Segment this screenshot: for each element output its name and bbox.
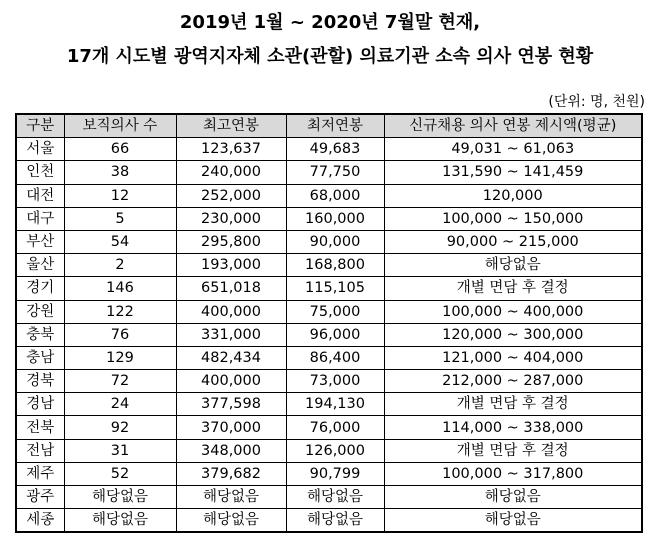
cell-new-hire-salary: 120,000 bbox=[384, 184, 642, 207]
cell-max-salary: 331,000 bbox=[176, 323, 286, 346]
header-row bbox=[16, 114, 642, 138]
header-new-hire-salary: 신규채용 의사 연봉 제시액(평균) bbox=[384, 114, 642, 138]
cell-doctor-count: 38 bbox=[64, 161, 176, 184]
cell-new-hire-salary: 개별 면담 후 결정 bbox=[384, 439, 642, 462]
cell-new-hire-salary: 개별 면담 후 결정 bbox=[384, 393, 642, 416]
cell-new-hire-salary: 49,031 ~ 61,063 bbox=[384, 138, 642, 161]
cell-max-salary: 252,000 bbox=[176, 184, 286, 207]
table-row bbox=[16, 486, 642, 509]
cell-max-salary: 400,000 bbox=[176, 370, 286, 393]
cell-max-salary: 295,800 bbox=[176, 230, 286, 253]
cell-region: 세종 bbox=[16, 509, 64, 533]
cell-region: 전남 bbox=[16, 439, 64, 462]
cell-max-salary: 400,000 bbox=[176, 300, 286, 323]
cell-max-salary: 348,000 bbox=[176, 439, 286, 462]
cell-region: 제주 bbox=[16, 462, 64, 485]
cell-max-salary: 123,637 bbox=[176, 138, 286, 161]
table-row bbox=[16, 161, 642, 184]
cell-new-hire-salary: 90,000 ~ 215,000 bbox=[384, 230, 642, 253]
table-row bbox=[16, 439, 642, 462]
cell-region: 충북 bbox=[16, 323, 64, 346]
cell-region: 대전 bbox=[16, 184, 64, 207]
cell-region: 대구 bbox=[16, 207, 64, 230]
header-doctor-count: 보직의사 수 bbox=[64, 114, 176, 138]
cell-doctor-count: 72 bbox=[64, 370, 176, 393]
cell-new-hire-salary: 개별 면담 후 결정 bbox=[384, 277, 642, 300]
cell-region: 울산 bbox=[16, 254, 64, 277]
cell-region: 경북 bbox=[16, 370, 64, 393]
cell-max-salary: 379,682 bbox=[176, 462, 286, 485]
cell-region: 경남 bbox=[16, 393, 64, 416]
cell-new-hire-salary: 해당없음 bbox=[384, 486, 642, 509]
cell-region: 충남 bbox=[16, 346, 64, 369]
cell-doctor-count: 54 bbox=[64, 230, 176, 253]
cell-max-salary: 해당없음 bbox=[176, 486, 286, 509]
cell-min-salary: 86,400 bbox=[286, 346, 384, 369]
unit-note: (단위: 명, 천원) bbox=[548, 94, 645, 110]
title-line-2: 17개 시도별 광역지자체 소관(관할) 의료기관 소속 의사 연봉 현황 bbox=[66, 46, 594, 67]
cell-doctor-count: 12 bbox=[64, 184, 176, 207]
cell-doctor-count: 해당없음 bbox=[64, 509, 176, 533]
cell-new-hire-salary: 120,000 ~ 300,000 bbox=[384, 323, 642, 346]
table-row bbox=[16, 138, 642, 161]
table-row bbox=[16, 230, 642, 253]
cell-min-salary: 160,000 bbox=[286, 207, 384, 230]
cell-min-salary: 77,750 bbox=[286, 161, 384, 184]
cell-region: 서울 bbox=[16, 138, 64, 161]
header-min-salary: 최저연봉 bbox=[286, 114, 384, 138]
cell-min-salary: 90,799 bbox=[286, 462, 384, 485]
cell-new-hire-salary: 해당없음 bbox=[384, 509, 642, 533]
cell-region: 경기 bbox=[16, 277, 64, 300]
cell-region: 인천 bbox=[16, 161, 64, 184]
cell-min-salary: 해당없음 bbox=[286, 486, 384, 509]
cell-doctor-count: 2 bbox=[64, 254, 176, 277]
cell-doctor-count: 146 bbox=[64, 277, 176, 300]
cell-min-salary: 115,105 bbox=[286, 277, 384, 300]
table-body bbox=[16, 138, 642, 533]
cell-doctor-count: 24 bbox=[64, 393, 176, 416]
cell-doctor-count: 해당없음 bbox=[64, 486, 176, 509]
cell-region: 광주 bbox=[16, 486, 64, 509]
cell-min-salary: 76,000 bbox=[286, 416, 384, 439]
cell-min-salary: 75,000 bbox=[286, 300, 384, 323]
table-row bbox=[16, 254, 642, 277]
header-region: 구분 bbox=[16, 114, 64, 138]
table-row bbox=[16, 184, 642, 207]
table-row bbox=[16, 300, 642, 323]
cell-max-salary: 370,000 bbox=[176, 416, 286, 439]
cell-new-hire-salary: 212,000 ~ 287,000 bbox=[384, 370, 642, 393]
cell-min-salary: 90,000 bbox=[286, 230, 384, 253]
cell-new-hire-salary: 100,000 ~ 317,800 bbox=[384, 462, 642, 485]
cell-min-salary: 168,800 bbox=[286, 254, 384, 277]
cell-max-salary: 230,000 bbox=[176, 207, 286, 230]
cell-new-hire-salary: 121,000 ~ 404,000 bbox=[384, 346, 642, 369]
cell-region: 전북 bbox=[16, 416, 64, 439]
cell-doctor-count: 129 bbox=[64, 346, 176, 369]
cell-min-salary: 73,000 bbox=[286, 370, 384, 393]
cell-max-salary: 240,000 bbox=[176, 161, 286, 184]
table-row bbox=[16, 346, 642, 369]
cell-new-hire-salary: 100,000 ~ 150,000 bbox=[384, 207, 642, 230]
cell-doctor-count: 5 bbox=[64, 207, 176, 230]
cell-doctor-count: 66 bbox=[64, 138, 176, 161]
table-row bbox=[16, 462, 642, 485]
cell-new-hire-salary: 131,590 ~ 141,459 bbox=[384, 161, 642, 184]
cell-min-salary: 68,000 bbox=[286, 184, 384, 207]
table-row bbox=[16, 277, 642, 300]
cell-region: 강원 bbox=[16, 300, 64, 323]
cell-max-salary: 193,000 bbox=[176, 254, 286, 277]
table-row bbox=[16, 370, 642, 393]
table-row bbox=[16, 509, 642, 533]
cell-region: 부산 bbox=[16, 230, 64, 253]
cell-doctor-count: 31 bbox=[64, 439, 176, 462]
table-row bbox=[16, 393, 642, 416]
cell-new-hire-salary: 114,000 ~ 338,000 bbox=[384, 416, 642, 439]
cell-min-salary: 194,130 bbox=[286, 393, 384, 416]
cell-min-salary: 126,000 bbox=[286, 439, 384, 462]
salary-table bbox=[15, 113, 643, 533]
table-row bbox=[16, 416, 642, 439]
cell-new-hire-salary: 100,000 ~ 400,000 bbox=[384, 300, 642, 323]
cell-new-hire-salary: 해당없음 bbox=[384, 254, 642, 277]
header-max-salary: 최고연봉 bbox=[176, 114, 286, 138]
cell-max-salary: 482,434 bbox=[176, 346, 286, 369]
table-row bbox=[16, 207, 642, 230]
cell-doctor-count: 52 bbox=[64, 462, 176, 485]
table-row bbox=[16, 323, 642, 346]
cell-doctor-count: 76 bbox=[64, 323, 176, 346]
title-line-1: 2019년 1월 ~ 2020년 7월말 현재, bbox=[179, 12, 481, 33]
cell-max-salary: 651,018 bbox=[176, 277, 286, 300]
cell-min-salary: 해당없음 bbox=[286, 509, 384, 533]
cell-min-salary: 96,000 bbox=[286, 323, 384, 346]
cell-doctor-count: 122 bbox=[64, 300, 176, 323]
cell-doctor-count: 92 bbox=[64, 416, 176, 439]
cell-max-salary: 해당없음 bbox=[176, 509, 286, 533]
cell-min-salary: 49,683 bbox=[286, 138, 384, 161]
cell-max-salary: 377,598 bbox=[176, 393, 286, 416]
